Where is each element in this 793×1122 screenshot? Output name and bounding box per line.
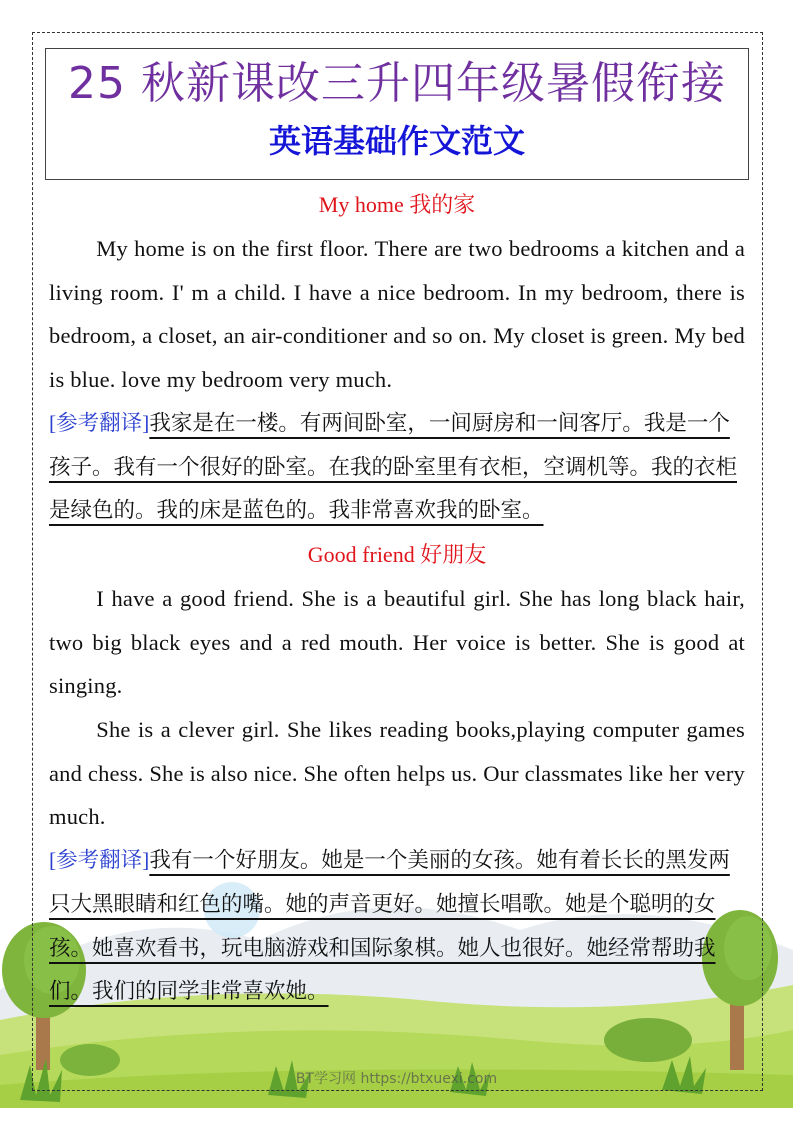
translation-label: [参考翻译] [49, 848, 150, 873]
page-title: 25 秋新课改三升四年级暑假衔接 [68, 58, 726, 109]
translation-text: 我有一个好朋友。她是一个美丽的女孩。她有着长长的黑发两只大黑眼睛和红色的嘴。她的声音更好。她擅长唱歌。她是个聪明的女孩。她喜欢看书，玩电脑游戏和国际象棋。她人也很好。她经常帮助我们。我们的同学非常喜欢她。 [49, 848, 730, 1004]
essay-paragraph: I have a good friend. She is a beautiful girl. She has long black hair, two big black eyes and a red mouth. Her voice is better. She is good at singing. [49, 585, 745, 699]
essay-paragraph: She is a clever girl. She likes reading books,playing computer games and chess. She is also nice. She often helps us. Our classmates like her very much. [49, 717, 745, 830]
essay-section-good-friend [49, 533, 745, 1014]
essay-section-my-home [49, 183, 745, 533]
translation-block [49, 402, 745, 533]
translation-label: [参考翻译] [49, 410, 150, 435]
essay-content [49, 183, 745, 1014]
section-heading: My home 我的家 [318, 192, 476, 217]
section-heading: Good friend 好朋友 [307, 541, 487, 567]
title-box [45, 48, 749, 180]
essay-paragraph: My home is on the first floor. There are two bedrooms a kitchen and a living room. I' m a child. I have a nice bedroom. In my bedroom, there is bedroom, a closet, an air-conditioner and so on. My closet is green. My bed is blue. love my bedroom very much. [49, 236, 745, 393]
translation-block [49, 839, 745, 1014]
page-subtitle: 英语基础作文范文 [268, 122, 525, 160]
translation-text: 我家是在一楼。有两间卧室，一间厨房和一间客厅。我是一个孩子。我有一个很好的卧室。在我的卧室里有衣柜，空调机等。我的衣柜是绿色的。我的床是蓝色的。我非常喜欢我的卧室。 [49, 410, 738, 523]
footer-watermark: BT学习网 https://btxuexi.com [295, 1071, 498, 1087]
